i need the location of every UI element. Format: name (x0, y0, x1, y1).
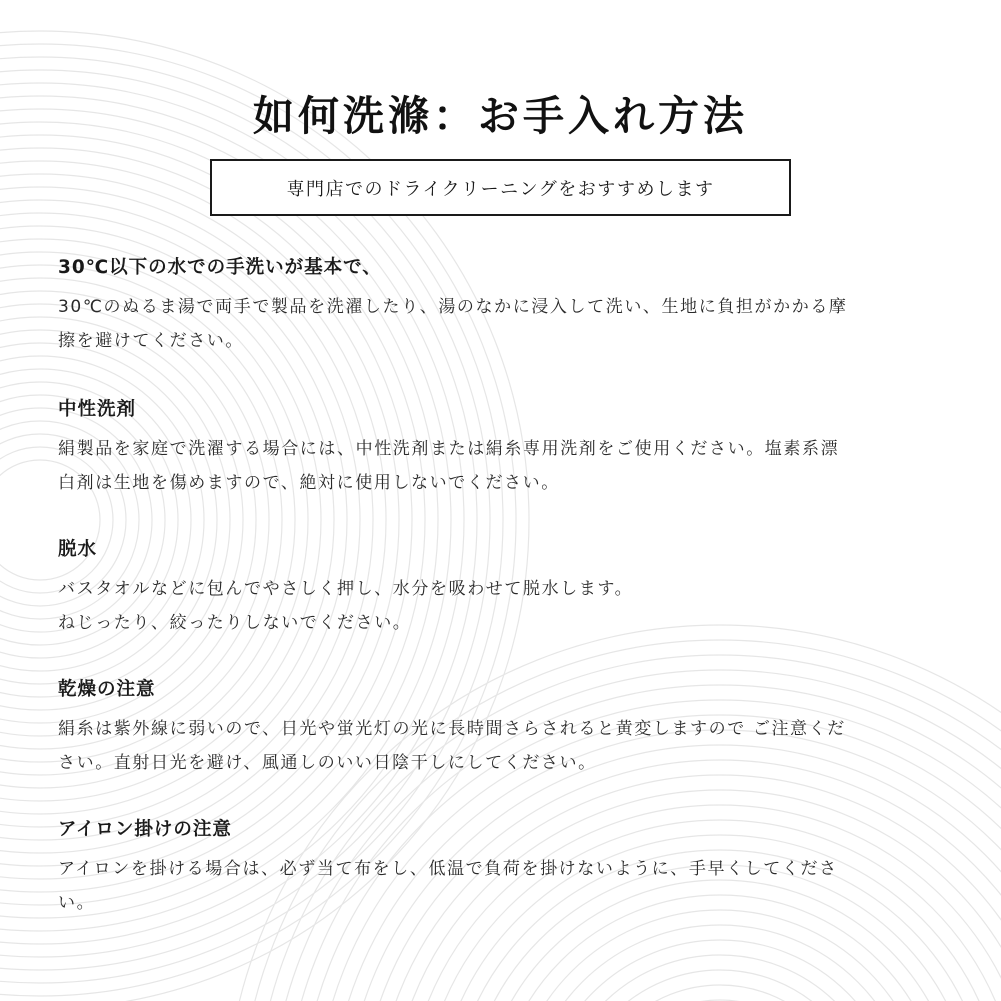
section-neutral-detergent (58, 398, 948, 500)
section-dehydration (58, 538, 948, 640)
section-text-line: アイロンを掛ける場合は、必ず当て布をし、低温で負荷を掛けないように、手早くしてくださ (58, 859, 838, 879)
section-text-line: 絹製品を家庭で洗濯する場合には、中性洗剤または絹糸専用洗剤をご使用ください。塩素系漂 (58, 439, 840, 459)
section-text-line: 30℃のぬるま湯で両手で製品を洗濯したり、湯のなかに浸入して洗い、生地に負担がかかる摩 (58, 297, 848, 317)
subtitle-box (210, 159, 791, 216)
section-text-line: さい。直射日光を避け、風通しのいい日陰干しにしてください。 (58, 753, 597, 773)
subtitle-text: 専門店でのドライクリーニングをおすすめします (286, 178, 715, 200)
section-text-line: 絹糸は紫外線に弱いので、日光や蛍光灯の光に長時間さらされると黄変しますので ご注意くだ (58, 719, 846, 739)
section-drying-caution (58, 678, 948, 780)
section-text-line: い。 (58, 893, 96, 913)
page-title: 如何洗滌：お手入れ方法 (253, 92, 748, 140)
section-heading: 30℃以下の水での手洗いが基本で、 (58, 257, 382, 278)
section-text-line: バスタオルなどに包んでやさしく押し、水分を吸わせて脱水します。 (58, 579, 634, 599)
background-ring (555, 955, 885, 1001)
section-heading: 乾燥の注意 (58, 679, 156, 700)
section-text-line: 擦を避けてください。 (58, 331, 244, 351)
section-text-line: 白剤は生地を傷めますので、絶対に使用しないでください。 (58, 473, 560, 493)
section-heading: 脱水 (58, 539, 98, 560)
section-heading: アイロン掛けの注意 (58, 819, 232, 840)
section-ironing-caution (58, 818, 948, 920)
section-heading: 中性洗剤 (58, 399, 137, 420)
background-ring (0, 109, 451, 931)
background-ring (0, 122, 438, 918)
background-ring (585, 985, 855, 1001)
background-ring (0, 96, 464, 944)
section-text-line: ねじったり、絞ったりしないでください。 (58, 613, 412, 633)
background-ring (525, 925, 915, 1001)
section-hand-wash (58, 256, 948, 358)
background-ring (0, 330, 230, 710)
